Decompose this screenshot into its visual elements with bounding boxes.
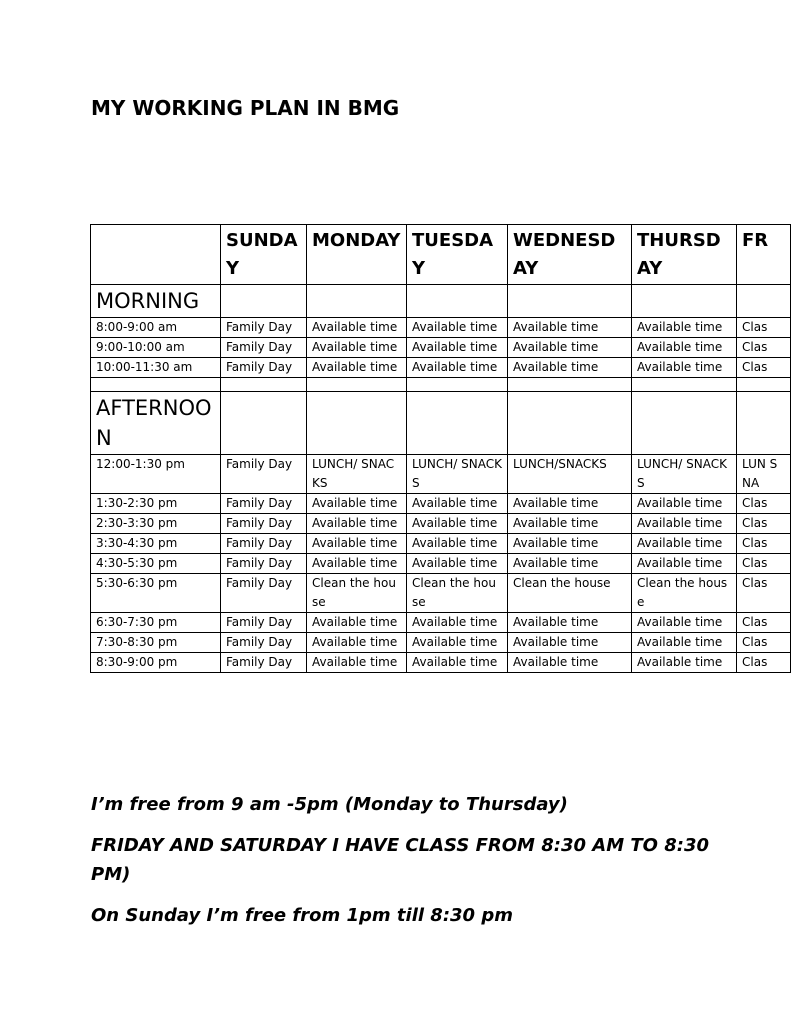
schedule-cell: Available time (407, 613, 508, 633)
schedule-row (91, 358, 791, 378)
schedule-cell: Available time (508, 494, 632, 514)
schedule-cell: Family Day (221, 574, 307, 613)
schedule-cell: Available time (407, 514, 508, 534)
schedule-cell: Family Day (221, 653, 307, 673)
time-slot-cell: 8:30-9:00 pm (91, 653, 221, 673)
empty-cell (737, 378, 791, 392)
empty-cell (632, 285, 737, 318)
time-slot-cell: 10:00-11:30 am (91, 358, 221, 378)
schedule-cell: Available time (508, 514, 632, 534)
schedule-cell: LUNCH/ SNACKS (307, 455, 407, 494)
schedule-cell: LUN SNA (737, 455, 791, 494)
time-slot-cell: 3:30-4:30 pm (91, 534, 221, 554)
schedule-row (91, 494, 791, 514)
schedule-cell: Available time (508, 653, 632, 673)
time-slot-cell: 2:30-3:30 pm (91, 514, 221, 534)
section-label-afternoon: AFTERNOON (91, 392, 221, 455)
schedule-cell: Clas (737, 534, 791, 554)
schedule-cell: Available time (632, 653, 737, 673)
schedule-cell: Clas (737, 494, 791, 514)
schedule-cell: Available time (508, 338, 632, 358)
schedule-cell: Family Day (221, 358, 307, 378)
header-row (91, 225, 791, 285)
schedule-row (91, 514, 791, 534)
header-wednesday: WEDNESDAY (508, 225, 632, 285)
empty-cell (307, 285, 407, 318)
schedule-cell: Available time (307, 494, 407, 514)
empty-cell (307, 392, 407, 455)
schedule-cell: Clas (737, 574, 791, 613)
schedule-cell: Available time (307, 633, 407, 653)
schedule-table (90, 224, 791, 673)
schedule-cell: Available time (508, 633, 632, 653)
schedule-row (91, 318, 791, 338)
schedule-cell: Family Day (221, 338, 307, 358)
header-monday: MONDAY (307, 225, 407, 285)
empty-cell (407, 392, 508, 455)
schedule-cell: Available time (307, 554, 407, 574)
schedule-cell: Available time (407, 338, 508, 358)
schedule-cell: Clas (737, 338, 791, 358)
schedule-cell: Available time (407, 534, 508, 554)
empty-cell (307, 378, 407, 392)
section-row-afternoon (91, 392, 791, 455)
schedule-cell: Available time (632, 318, 737, 338)
schedule-row (91, 574, 791, 613)
time-slot-cell: 9:00-10:00 am (91, 338, 221, 358)
schedule-cell: Available time (407, 494, 508, 514)
schedule-cell: Family Day (221, 514, 307, 534)
empty-cell (407, 285, 508, 318)
schedule-cell: Available time (508, 613, 632, 633)
schedule-cell: Available time (508, 318, 632, 338)
empty-cell (508, 378, 632, 392)
schedule-cell: Available time (307, 613, 407, 633)
note-class-schedule: FRIDAY AND SATURDAY I HAVE CLASS FROM 8:30 AM TO 8:30 PM) (91, 835, 709, 885)
schedule-cell: Available time (632, 494, 737, 514)
schedule-row (91, 653, 791, 673)
schedule-cell: Available time (632, 338, 737, 358)
header-tuesday: TUESDAY (407, 225, 508, 285)
schedule-cell: Clean the house (508, 574, 632, 613)
schedule-cell: Available time (407, 358, 508, 378)
note-weekday-availability: I’m free from 9 am -5pm (Monday to Thursday) (91, 794, 568, 815)
schedule-cell: LUNCH/ SNACKS (407, 455, 508, 494)
section-label-morning: MORNING (91, 285, 221, 318)
schedule-row (91, 338, 791, 358)
schedule-cell: Available time (307, 358, 407, 378)
empty-cell (508, 392, 632, 455)
schedule-cell: Available time (307, 318, 407, 338)
schedule-cell: Available time (632, 358, 737, 378)
schedule-cell: Available time (307, 653, 407, 673)
schedule-cell: Family Day (221, 318, 307, 338)
schedule-cell: Available time (632, 554, 737, 574)
empty-cell (91, 378, 221, 392)
time-slot-cell: 4:30-5:30 pm (91, 554, 221, 574)
schedule-cell: Family Day (221, 613, 307, 633)
schedule-cell: Available time (307, 338, 407, 358)
schedule-cell: LUNCH/ SNACKS (632, 455, 737, 494)
time-slot-cell: 6:30-7:30 pm (91, 613, 221, 633)
time-slot-cell: 8:00-9:00 am (91, 318, 221, 338)
schedule-row (91, 534, 791, 554)
schedule-cell: Available time (632, 514, 737, 534)
schedule-cell: Clas (737, 613, 791, 633)
header-blank-cell (91, 225, 221, 285)
empty-cell (407, 378, 508, 392)
schedule-cell: Family Day (221, 534, 307, 554)
schedule-row (91, 554, 791, 574)
schedule-cell: Clas (737, 514, 791, 534)
schedule-cell: Available time (407, 633, 508, 653)
notes-section (91, 790, 711, 942)
schedule-cell: Clas (737, 554, 791, 574)
time-slot-cell: 7:30-8:30 pm (91, 633, 221, 653)
schedule-cell: Clas (737, 318, 791, 338)
schedule-cell: LUNCH/SNACKS (508, 455, 632, 494)
schedule-row (91, 633, 791, 653)
schedule-row (91, 613, 791, 633)
empty-cell (632, 378, 737, 392)
schedule-cell: Family Day (221, 633, 307, 653)
schedule-cell: Available time (407, 318, 508, 338)
page-title: MY WORKING PLAN IN BMG (91, 96, 400, 120)
schedule-cell: Available time (508, 358, 632, 378)
schedule-cell: Available time (407, 653, 508, 673)
schedule-cell: Clean the house (307, 574, 407, 613)
schedule-cell: Available time (632, 633, 737, 653)
schedule-cell: Available time (508, 534, 632, 554)
time-slot-cell: 12:00-1:30 pm (91, 455, 221, 494)
schedule-cell: Family Day (221, 455, 307, 494)
schedule-cell: Clean the house (632, 574, 737, 613)
time-slot-cell: 1:30-2:30 pm (91, 494, 221, 514)
schedule-cell: Clas (737, 358, 791, 378)
time-slot-cell: 5:30-6:30 pm (91, 574, 221, 613)
schedule-cell: Available time (307, 534, 407, 554)
empty-cell (737, 392, 791, 455)
header-sunday: SUNDAY (221, 225, 307, 285)
section-row-morning (91, 285, 791, 318)
note-sunday-availability: On Sunday I’m free from 1pm till 8:30 pm (91, 905, 513, 926)
schedule-table-container (90, 224, 778, 671)
schedule-cell: Available time (407, 554, 508, 574)
empty-cell (508, 285, 632, 318)
spacer-row (91, 378, 791, 392)
empty-cell (221, 378, 307, 392)
header-thursday: THURSDAY (632, 225, 737, 285)
schedule-cell: Available time (632, 613, 737, 633)
empty-cell (632, 392, 737, 455)
schedule-cell: Family Day (221, 554, 307, 574)
header-friday: FR (737, 225, 791, 285)
schedule-row (91, 455, 791, 494)
empty-cell (221, 392, 307, 455)
schedule-cell: Available time (508, 554, 632, 574)
empty-cell (221, 285, 307, 318)
schedule-cell: Available time (307, 514, 407, 534)
empty-cell (737, 285, 791, 318)
schedule-cell: Clas (737, 653, 791, 673)
schedule-cell: Clas (737, 633, 791, 653)
schedule-cell: Family Day (221, 494, 307, 514)
schedule-cell: Available time (632, 534, 737, 554)
schedule-cell: Clean the house (407, 574, 508, 613)
